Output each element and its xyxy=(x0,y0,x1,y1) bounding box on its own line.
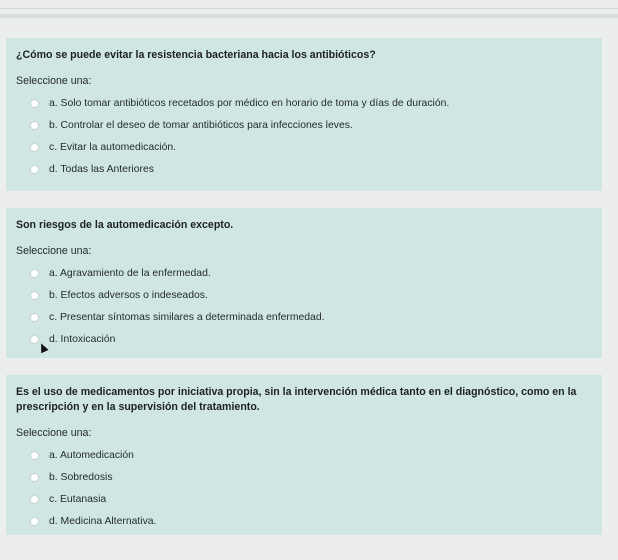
option-c[interactable] xyxy=(16,306,592,328)
radio-button-icon[interactable] xyxy=(30,291,39,300)
radio-button-icon[interactable] xyxy=(30,335,39,344)
option-label: b. Efectos adversos o indeseados. xyxy=(49,289,208,301)
option-c[interactable] xyxy=(16,136,592,158)
option-label: c. Eutanasia xyxy=(49,493,107,505)
option-d[interactable] xyxy=(16,158,592,180)
option-label: a. Solo tomar antibióticos recetados por médico en horario de toma y días de duración. xyxy=(49,97,450,109)
select-prompt: Seleccione una: xyxy=(16,75,92,87)
radio-button-icon[interactable] xyxy=(30,99,39,108)
radio-button-icon[interactable] xyxy=(30,165,39,174)
option-label: d. Todas las Anteriores xyxy=(49,163,154,175)
top-divider xyxy=(0,14,618,18)
option-label: b. Controlar el deseo de tomar antibióticos para infecciones leves. xyxy=(49,119,353,131)
option-label: c. Presentar síntomas similares a determinada enfermedad. xyxy=(49,311,325,323)
option-a[interactable] xyxy=(16,262,592,284)
option-a[interactable] xyxy=(16,92,592,114)
option-b[interactable] xyxy=(16,284,592,306)
option-label: d. Intoxicación xyxy=(49,333,116,345)
question-card-2 xyxy=(6,208,602,358)
option-d[interactable] xyxy=(16,510,592,532)
option-d[interactable] xyxy=(16,328,592,350)
option-label: a. Agravamiento de la enfermedad. xyxy=(49,267,211,279)
option-label: c. Evitar la automedicación. xyxy=(49,141,177,153)
radio-button-icon[interactable] xyxy=(30,451,39,460)
radio-button-icon[interactable] xyxy=(30,143,39,152)
options-list xyxy=(16,92,592,180)
question-card-1 xyxy=(6,38,602,191)
question-text: Es el uso de medicamentos por iniciativa propia, sin la intervención médica tanto en el diagnóstico, como en la prescripción y en la supervisión del tratamiento. xyxy=(16,386,577,413)
option-label: d. Medicina Alternativa. xyxy=(49,515,157,527)
question-text: ¿Cómo se puede evitar la resistencia bacteriana hacia los antibióticos? xyxy=(16,49,376,61)
question-text: Son riesgos de la automedicación excepto. xyxy=(16,219,234,231)
radio-button-icon[interactable] xyxy=(30,517,39,526)
radio-button-icon[interactable] xyxy=(30,269,39,278)
option-b[interactable] xyxy=(16,114,592,136)
question-card-3 xyxy=(6,375,602,535)
option-b[interactable] xyxy=(16,466,592,488)
select-prompt: Seleccione una: xyxy=(16,245,92,257)
option-a[interactable] xyxy=(16,444,592,466)
option-label: b. Sobredosis xyxy=(49,471,113,483)
radio-button-icon[interactable] xyxy=(30,473,39,482)
radio-button-icon[interactable] xyxy=(30,313,39,322)
options-list xyxy=(16,444,592,532)
options-list xyxy=(16,262,592,350)
top-divider-thin xyxy=(0,8,618,9)
radio-button-icon[interactable] xyxy=(30,495,39,504)
option-c[interactable] xyxy=(16,488,592,510)
option-label: a. Automedicación xyxy=(49,449,134,461)
select-prompt: Seleccione una: xyxy=(16,427,92,439)
radio-button-icon[interactable] xyxy=(30,121,39,130)
